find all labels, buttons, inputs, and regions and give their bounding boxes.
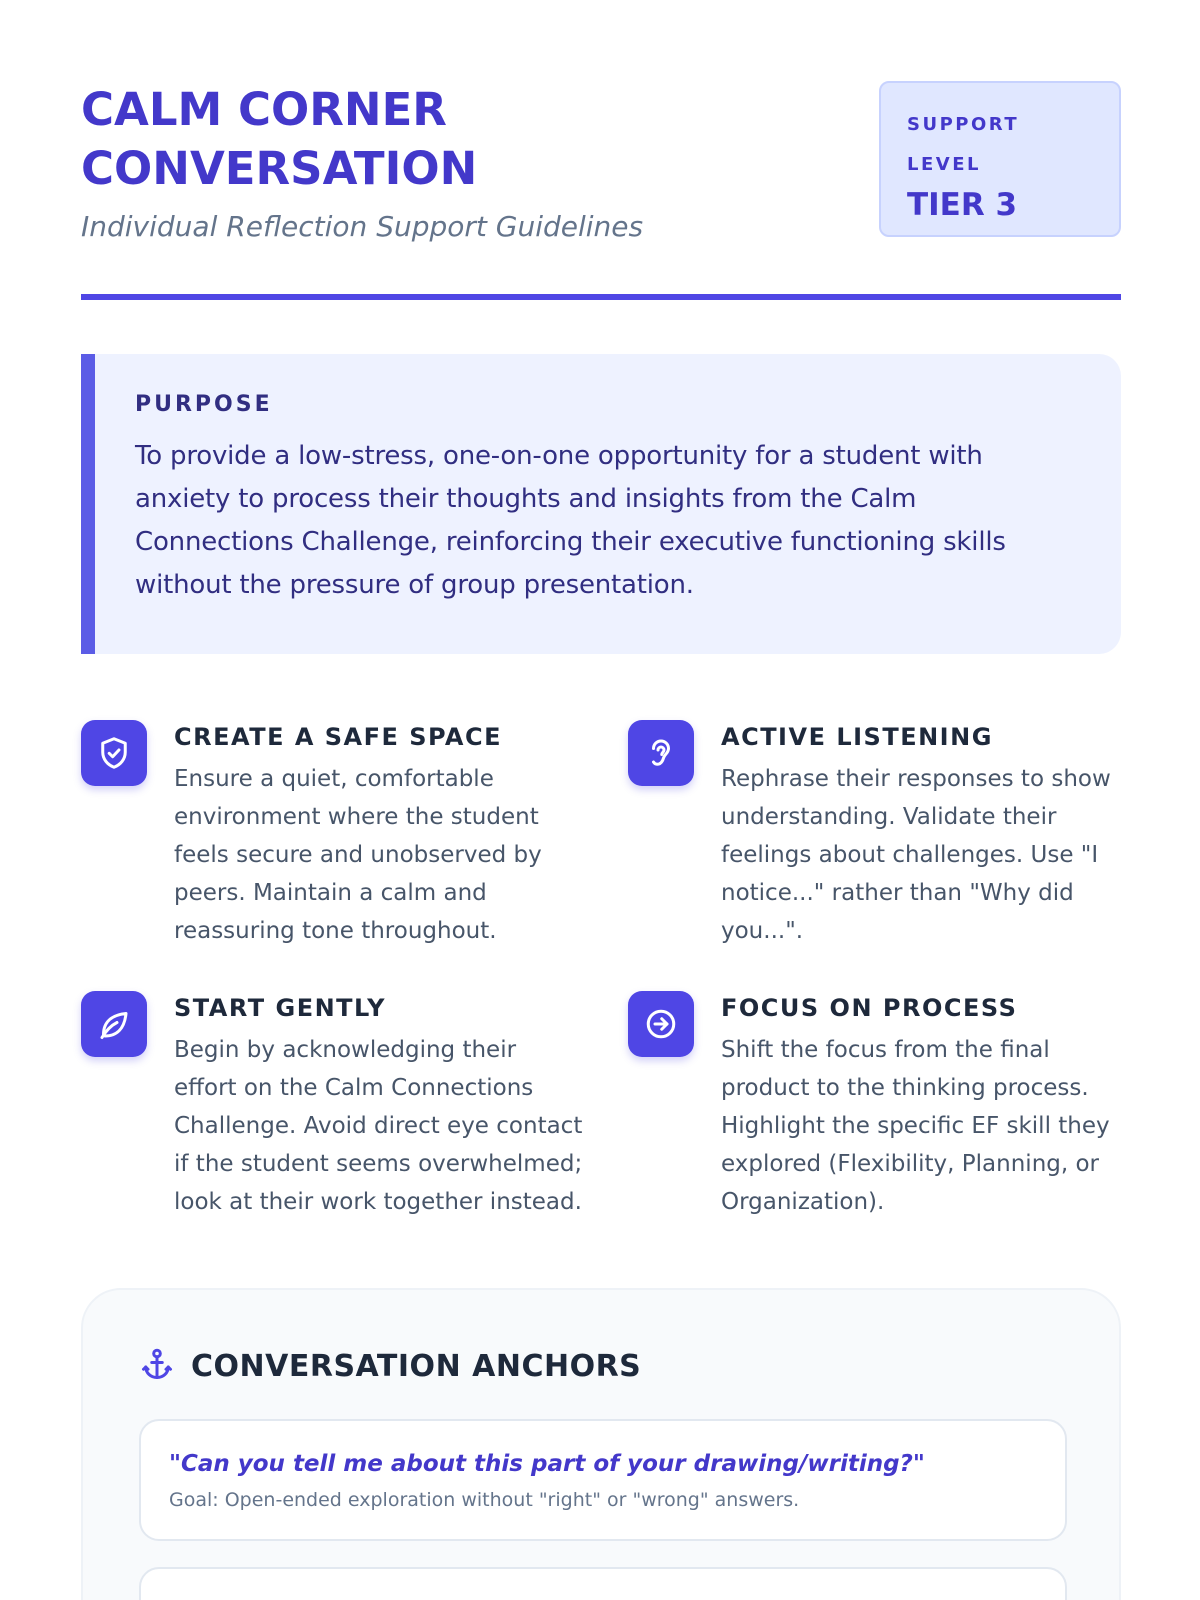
header-divider — [81, 294, 1121, 300]
anchors-title: CONVERSATION ANCHORS — [191, 1349, 642, 1384]
support-level-value: TIER 3 — [907, 187, 1018, 223]
guideline-text: Rephrase their responses to show understanding. Validate their feelings about challenges. Use "I notice..." rather than "Why did you...". — [721, 766, 1111, 944]
guideline-body — [174, 991, 584, 1221]
anchor-quote: "Can you tell me about this part of your drawing/writing?" — [169, 1451, 925, 1477]
guideline-title: START GENTLY — [174, 994, 386, 1022]
anchors-header — [139, 1346, 1063, 1387]
guideline-text: Begin by acknowledging their effort on the Calm Connections Challenge. Avoid direct eye contact if the student seems overwhelmed; look at their work together instead. — [174, 1037, 583, 1215]
anchor-goal: Goal: Open-ended exploration without "right" or "wrong" answers. — [169, 1489, 800, 1511]
support-level-badge — [879, 81, 1121, 237]
purpose-panel — [81, 354, 1121, 654]
support-level-label: SUPPORT LEVEL — [907, 114, 1020, 175]
guideline-text: Shift the focus from the final product to the thinking process. Highlight the specific EF skill they explored (Flexibility, Planning, or Organization). — [721, 1037, 1110, 1215]
guideline-title: FOCUS ON PROCESS — [721, 994, 1018, 1022]
anchor-icon — [139, 1346, 175, 1387]
guideline-body — [721, 991, 1131, 1221]
anchor-card — [139, 1567, 1067, 1600]
purpose-heading: PURPOSE — [135, 392, 273, 417]
header — [81, 80, 1121, 300]
leaf-icon — [81, 991, 147, 1057]
page-title: CALM CORNER CONVERSATION — [81, 83, 478, 195]
guideline-body — [174, 720, 584, 950]
guideline-title: CREATE A SAFE SPACE — [174, 723, 503, 751]
page-subtitle: Individual Reflection Support Guidelines — [81, 210, 644, 243]
arrow-circle-right-icon — [628, 991, 694, 1057]
guideline-title: ACTIVE LISTENING — [721, 723, 993, 751]
guideline-text: Ensure a quiet, comfortable environment where the student feels secure and unobserved by peers. Maintain a calm and reassuring tone throughout. — [174, 766, 542, 944]
anchor-card — [139, 1419, 1067, 1541]
conversation-anchors-panel — [81, 1288, 1121, 1600]
purpose-text: To provide a low-stress, one-on-one opportunity for a student with anxiety to process their thoughts and insights from the Calm Connections Challenge, reinforcing their executive functioning skills without the pressure of group presentation. — [135, 441, 1006, 600]
ear-icon — [628, 720, 694, 786]
shield-check-icon — [81, 720, 147, 786]
guideline-body — [721, 720, 1131, 950]
